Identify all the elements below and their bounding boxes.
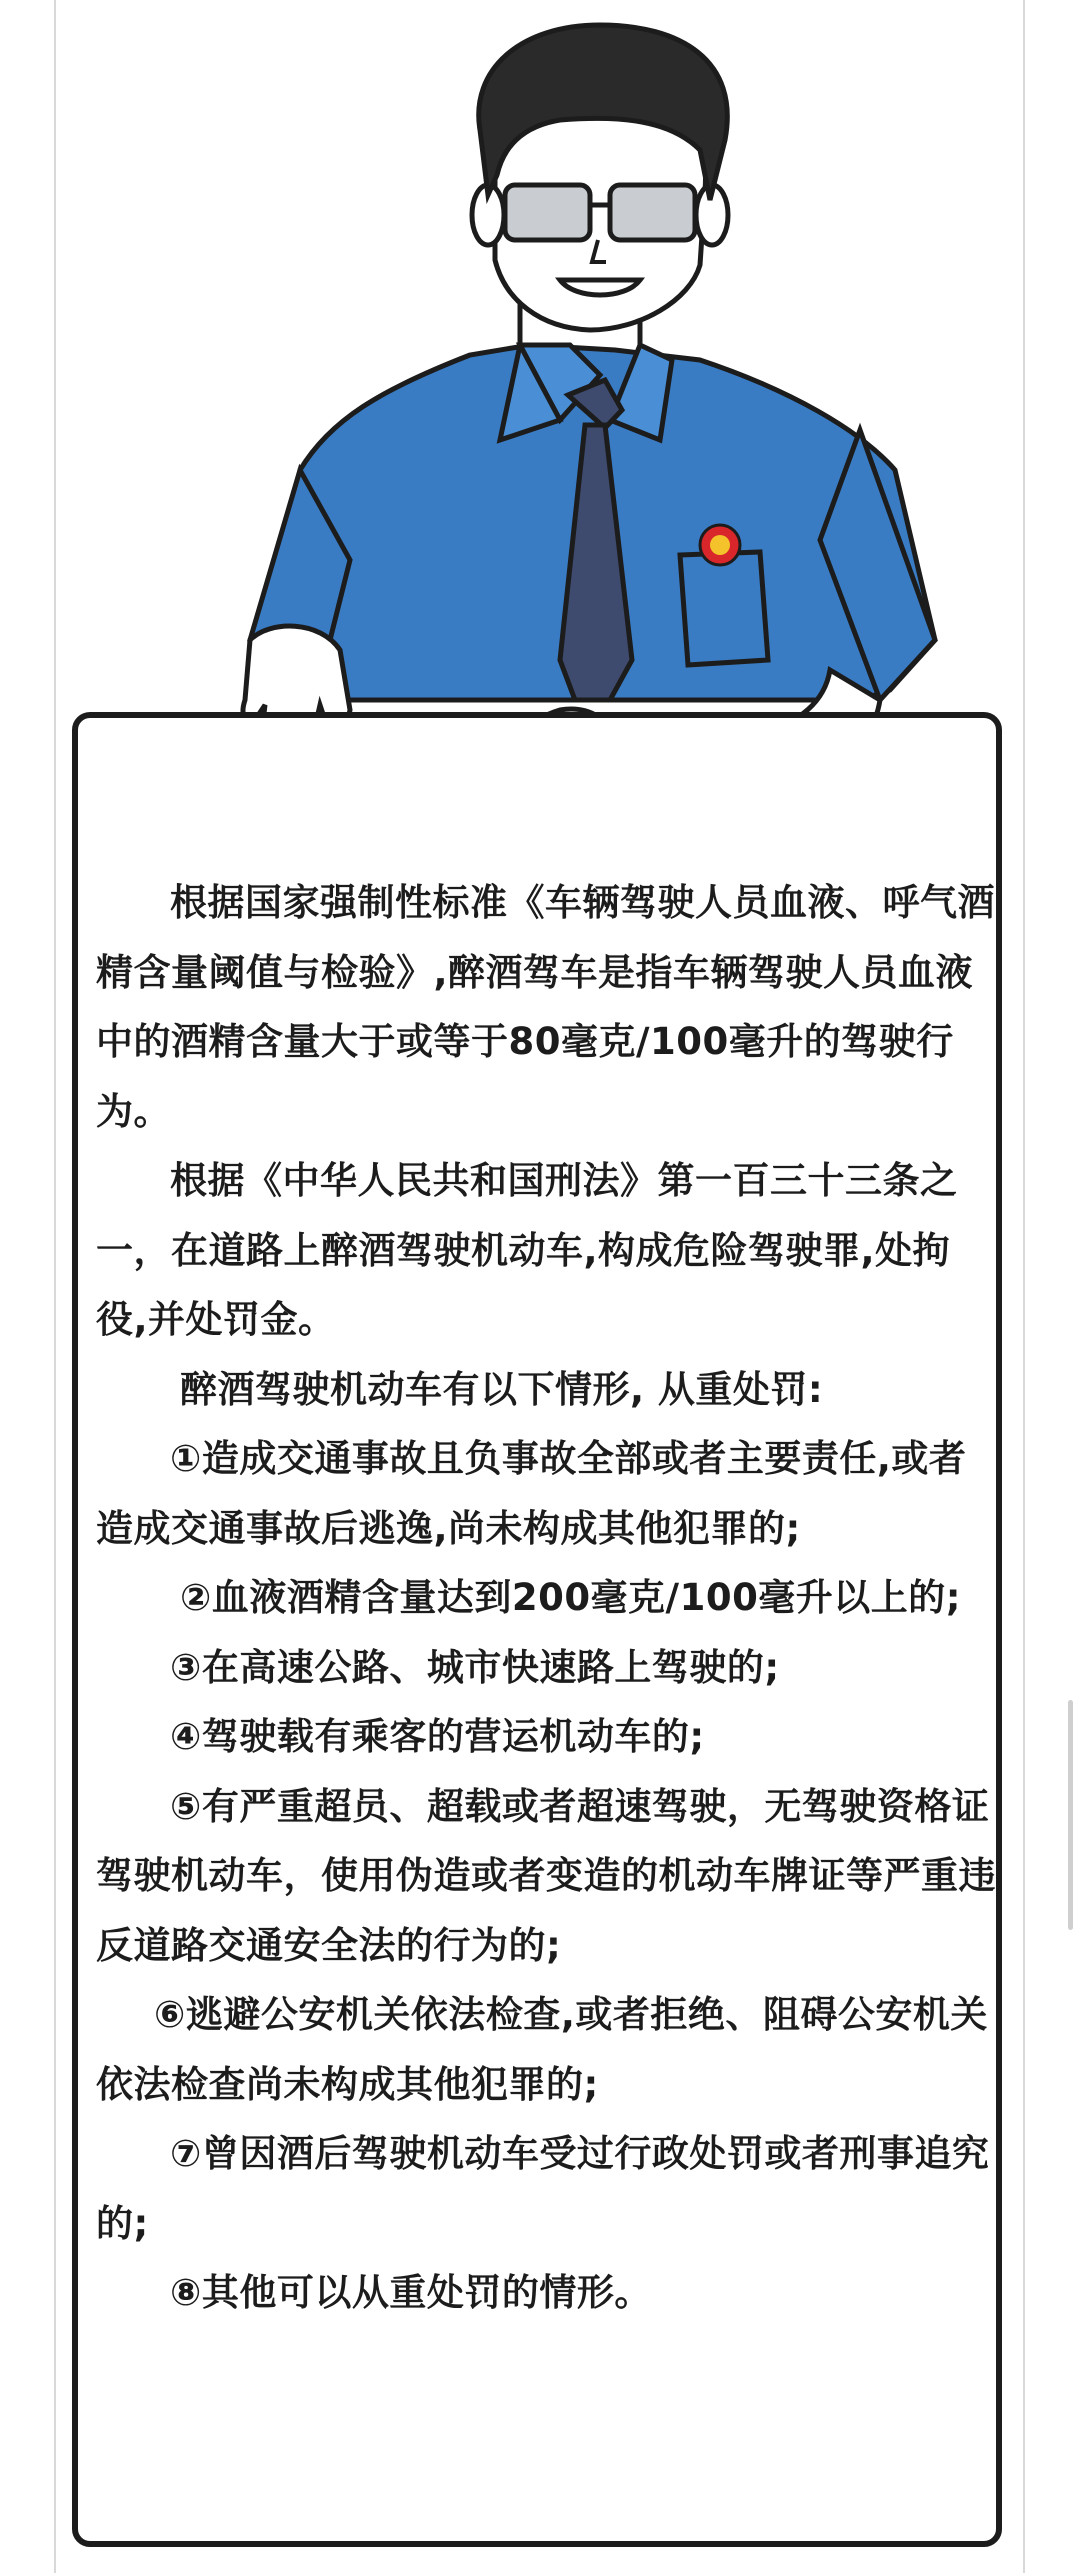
paragraph-criminal-law: 根据《中华人民共和国刑法》第一百三十三条之一，在道路上醉酒驾驶机动车,构成危险驾驶罪,处拘役,并处罚金。	[96, 1159, 958, 1341]
list-item: ③在高速公路、城市快速路上驾驶的;	[170, 1645, 780, 1689]
list-item: ②血液酒精含量达到200毫克/100毫升以上的;	[180, 1576, 962, 1619]
paragraph-drunk-driving-definition: 根据国家强制性标准《车辆驾驶人员血液、呼气酒精含量阈值与检验》,醉酒驾车是指车辆驾驶人员血液中的酒精含量大于或等于80毫克/100毫升的驾驶行为。	[96, 881, 995, 1133]
shirt-pocket	[680, 552, 768, 665]
scroll-indicator[interactable]	[1068, 1700, 1073, 1930]
list-item: ⑥逃避公安机关依法检查,或者拒绝、阻碍公安机关依法检查尚未构成其他犯罪的;	[96, 1993, 988, 2106]
list-item: ⑦曾因酒后驾驶机动车受过行政处罚或者刑事追究的;	[96, 2132, 990, 2245]
court-emblem-icon	[700, 525, 740, 565]
paragraph-aggravating-intro: 醉酒驾驶机动车有以下情形, 从重处罚:	[180, 1367, 824, 1411]
list-item: ⑧其他可以从重处罚的情形。	[170, 2271, 652, 2314]
list-item: ⑤有严重超员、超载或者超速驾驶，无驾驶资格证驾驶机动车，使用伪造或者变造的机动车牌证等严重违反道路交通安全法的行为的;	[96, 1784, 996, 1967]
list-item: ①造成交通事故且负事故全部或者主要责任,或者造成交通事故后逃逸,尚未构成其他犯罪的;	[96, 1437, 967, 1550]
list-item: ④驾驶载有乘客的营运机动车的;	[170, 1715, 705, 1758]
article-text	[96, 868, 996, 2328]
